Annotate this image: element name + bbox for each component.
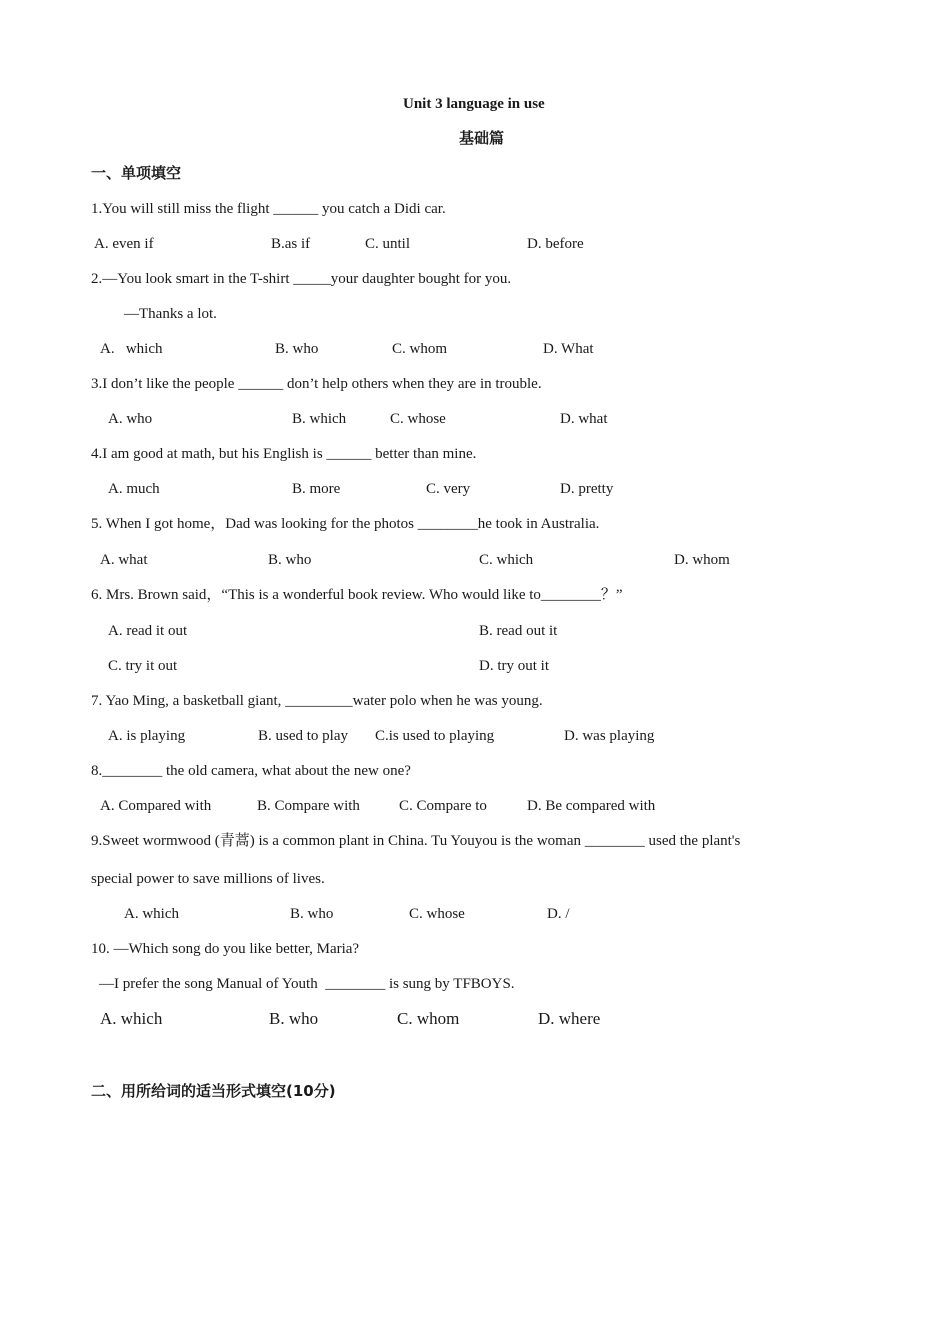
question-4-option-b: B. more: [292, 481, 341, 497]
question-4-option-d: D. pretty: [560, 481, 614, 497]
question-2-option-c: C. whom: [392, 341, 448, 357]
question-8-option-c: C. Compare to: [399, 798, 487, 814]
question-1-option-b: B.as if: [271, 236, 311, 252]
question-1-stem: 1.You will still miss the flight ______ you catch a Didi car.: [91, 201, 446, 217]
question-3-option-b: B. which: [292, 411, 347, 427]
question-5-stem: 5. When I got home，Dad was looking for the photos ________he took in Australia.: [91, 516, 600, 532]
question-8-option-b: B. Compare with: [257, 798, 360, 814]
question-1-option-d: D. before: [527, 236, 584, 252]
question-2-option-b: B. who: [275, 341, 319, 357]
question-3-option-d: D. what: [560, 411, 608, 427]
question-1-option-a: A. even if: [94, 236, 154, 252]
question-9-stem-cont: special power to save millions of lives.: [91, 871, 325, 887]
question-10-stem: 10. —Which song do you like better, Maria?: [91, 941, 360, 957]
question-2-reply: —Thanks a lot.: [124, 306, 217, 322]
question-10-option-a: A. which: [100, 1009, 163, 1028]
question-3-stem: 3.I don’t like the people ______ don’t help others when they are in trouble.: [91, 376, 542, 392]
question-2-option-a: A. which: [100, 341, 163, 357]
question-7-option-b: B. used to play: [258, 728, 348, 744]
question-10-reply: —I prefer the song Manual of Youth ________ is sung by TFBOYS.: [99, 976, 515, 992]
question-8-stem: 8.________ the old camera, what about the new one?: [91, 763, 411, 779]
question-9-stem: 9.Sweet wormwood (青蒿) is a common plant in China. Tu Youyou is the woman ________ used the plant's: [91, 833, 741, 849]
question-6-option-a: A. read it out: [108, 623, 188, 639]
question-9-option-b: B. who: [290, 906, 334, 922]
question-1-option-c: C. until: [365, 236, 411, 252]
question-5-option-a: A. what: [100, 552, 148, 568]
question-5-option-c: C. which: [479, 552, 534, 568]
question-4-option-c: C. very: [426, 481, 471, 497]
question-10-option-c: C. whom: [397, 1009, 460, 1028]
question-9-option-c: C. whose: [409, 906, 465, 922]
document-title: Unit 3 language in use: [403, 96, 545, 112]
question-3-option-a: A. who: [108, 411, 153, 427]
question-9-option-a: A. which: [124, 906, 179, 922]
document-subtitle: 基础篇: [459, 129, 505, 147]
question-10-option-b: B. who: [269, 1009, 319, 1028]
question-3-option-c: C. whose: [390, 411, 446, 427]
question-6-option-b: B. read out it: [479, 623, 558, 639]
question-5-option-b: B. who: [268, 552, 312, 568]
section-heading-1: 一、单项填空: [91, 164, 182, 182]
question-9-option-d: D. /: [547, 906, 570, 922]
question-7-option-a: A. is playing: [108, 728, 186, 744]
question-6-stem: 6. Mrs. Brown said，“This is a wonderful book review. Who would like to________？”: [91, 587, 623, 603]
question-7-stem: 7. Yao Ming, a basketball giant, _________water polo when he was young.: [91, 693, 543, 709]
question-4-stem: 4.I am good at math, but his English is ______ better than mine.: [91, 446, 477, 462]
question-2-stem: 2.—You look smart in the T-shirt _____your daughter bought for you.: [91, 271, 512, 287]
question-4-option-a: A. much: [108, 481, 160, 497]
question-2-option-d: D. What: [543, 341, 594, 357]
question-7-option-c: C.is used to playing: [375, 728, 495, 744]
question-8-option-a: A. Compared with: [100, 798, 212, 814]
question-10-option-d: D. where: [538, 1009, 601, 1028]
question-6-option-c: C. try it out: [108, 658, 178, 674]
question-7-option-d: D. was playing: [564, 728, 655, 744]
question-6-option-d: D. try out it: [479, 658, 549, 674]
question-8-option-d: D. Be compared with: [527, 798, 656, 814]
section-heading-2: 二、用所给词的适当形式填空(10分): [91, 1082, 336, 1100]
question-5-option-d: D. whom: [674, 552, 730, 568]
